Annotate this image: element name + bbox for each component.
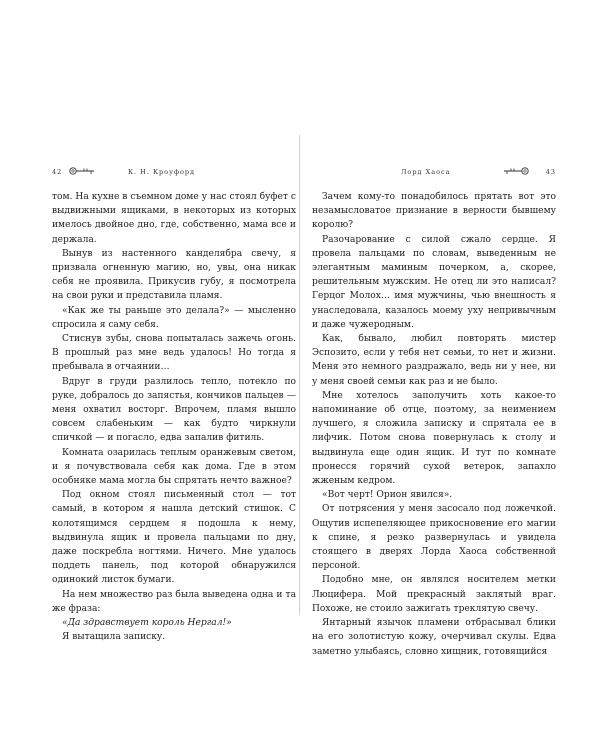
- paragraph: Под окном стоял письменный стол — тот самый, в котором я нашла детский стишок. С колотящимся сердцем я подошла к нему, выдвинула ящик и провела пальцами по дну, даже поскребла ногтями. Ничего. Мне удалось поддеть панель, под которой обнаружился одинокий листок бумаги.: [52, 490, 296, 586]
- right-page-text: [312, 190, 556, 659]
- key-ornament-icon: [69, 166, 95, 176]
- paragraph: Стиснув зубы, снова попыталась зажечь огонь. В прошлый раз мне ведь удалось! Но тогда я пребывала в отчаянии…: [52, 334, 296, 373]
- paragraph: «Вот черт! Орион явился».: [322, 490, 453, 501]
- right-page-number: 43: [545, 168, 556, 176]
- left-running-head: К. Н. Кроуфорд: [128, 168, 196, 176]
- left-page-text: [52, 190, 296, 645]
- key-ornament-icon: [503, 166, 529, 176]
- paragraph: Вынув из настенного канделябра свечу, я призвала огненную магию, но, увы, она никак себя не проявила. Прикусив губу, я посмотрела на свои руки и представила пламя.: [52, 248, 296, 302]
- page-gutter: [299, 135, 300, 615]
- right-running-head: Лорд Хаоса: [401, 168, 451, 176]
- paragraph: Янтарный язычок пламени отбрасывал блики на его золотистую кожу, очерчивал скулы. Едва заметно улыбаясь, словно хищник, готовящийся: [312, 618, 556, 657]
- right-page: [312, 165, 556, 659]
- paragraph: На нем множество раз была выведена одна и та же фраза:: [52, 589, 296, 614]
- paragraph: От потрясения у меня засосало под ложечкой. Ощутив испепеляющее прикосновение его магии к спине, я резко развернулась и увидела стоящего в дверях Лорда Хаоса собственной персоной.: [312, 504, 556, 572]
- paragraph: Я вытащила записку.: [62, 632, 166, 643]
- left-page: [52, 165, 296, 645]
- paragraph: Вдруг в груди разлилось тепло, потекло по руке, добралось до запястья, кончиков пальцев — меня охватил восторг. Впрочем, пламя вышло совсем слабеньким — как будто чиркнули спичкой — и погасло, едва запалив фитиль.: [52, 376, 296, 444]
- paragraph: Разочарование с силой сжало сердце. Я провела пальцами по словам, выведенным не элегантным маминым почерком, а, скорее, решительным мужским. Не отец ли это написал? Герцог Молох… имя мужчины, чью внешность я унаследовала, казалось моему уху непривычным и даже чужеродным.: [312, 234, 556, 330]
- right-page-header: [312, 165, 556, 179]
- paragraph: том. На кухне в съемном доме у нас стоял буфет с выдвижными ящиками, в некоторых из которых имелось двойное дно, где, собственно, мама все и держала.: [52, 192, 296, 245]
- left-page-header: [52, 165, 296, 179]
- left-page-number: 42: [52, 168, 63, 176]
- paragraph: Мне хотелось заполучить хоть какое-то напоминание об отце, поэтому, за неимением лучшего, я сложила записку и спрятала ее в лифчик. Потом снова повернулась к столу и выдвинула еще один ящик. И тут по комнате пронесся горячий сухой ветерок, запахло жженым кедром.: [312, 390, 556, 487]
- quote-paragraph: «Да здравствует король Нергал!»: [62, 618, 232, 629]
- paragraph: Зачем кому-то понадобилось прятать вот это незамысловатое признание в верности бывшему королю?: [312, 192, 556, 231]
- paragraph: Подобно мне, он являлся носителем метки Люцифера. Мой прекрасный заклятый враг. Похоже, не стоило зажигать треклятую свечу.: [312, 575, 556, 614]
- paragraph: Как, бывало, любил повторять мистер Эспозито, если у тебя нет семьи, то нет и жизни. Меня это немного раздражало, ведь ни у нее, ни у меня своей семьи как раз и не было.: [312, 334, 556, 387]
- paragraph: «Как же ты раньше это делала?» — мысленно спросила я саму себя.: [52, 305, 296, 330]
- paragraph: Комната озарилась теплым оранжевым светом, и я почувствовала себя как дома. Где в этом особняке мама могла бы спрятать нечто важное?: [52, 447, 296, 487]
